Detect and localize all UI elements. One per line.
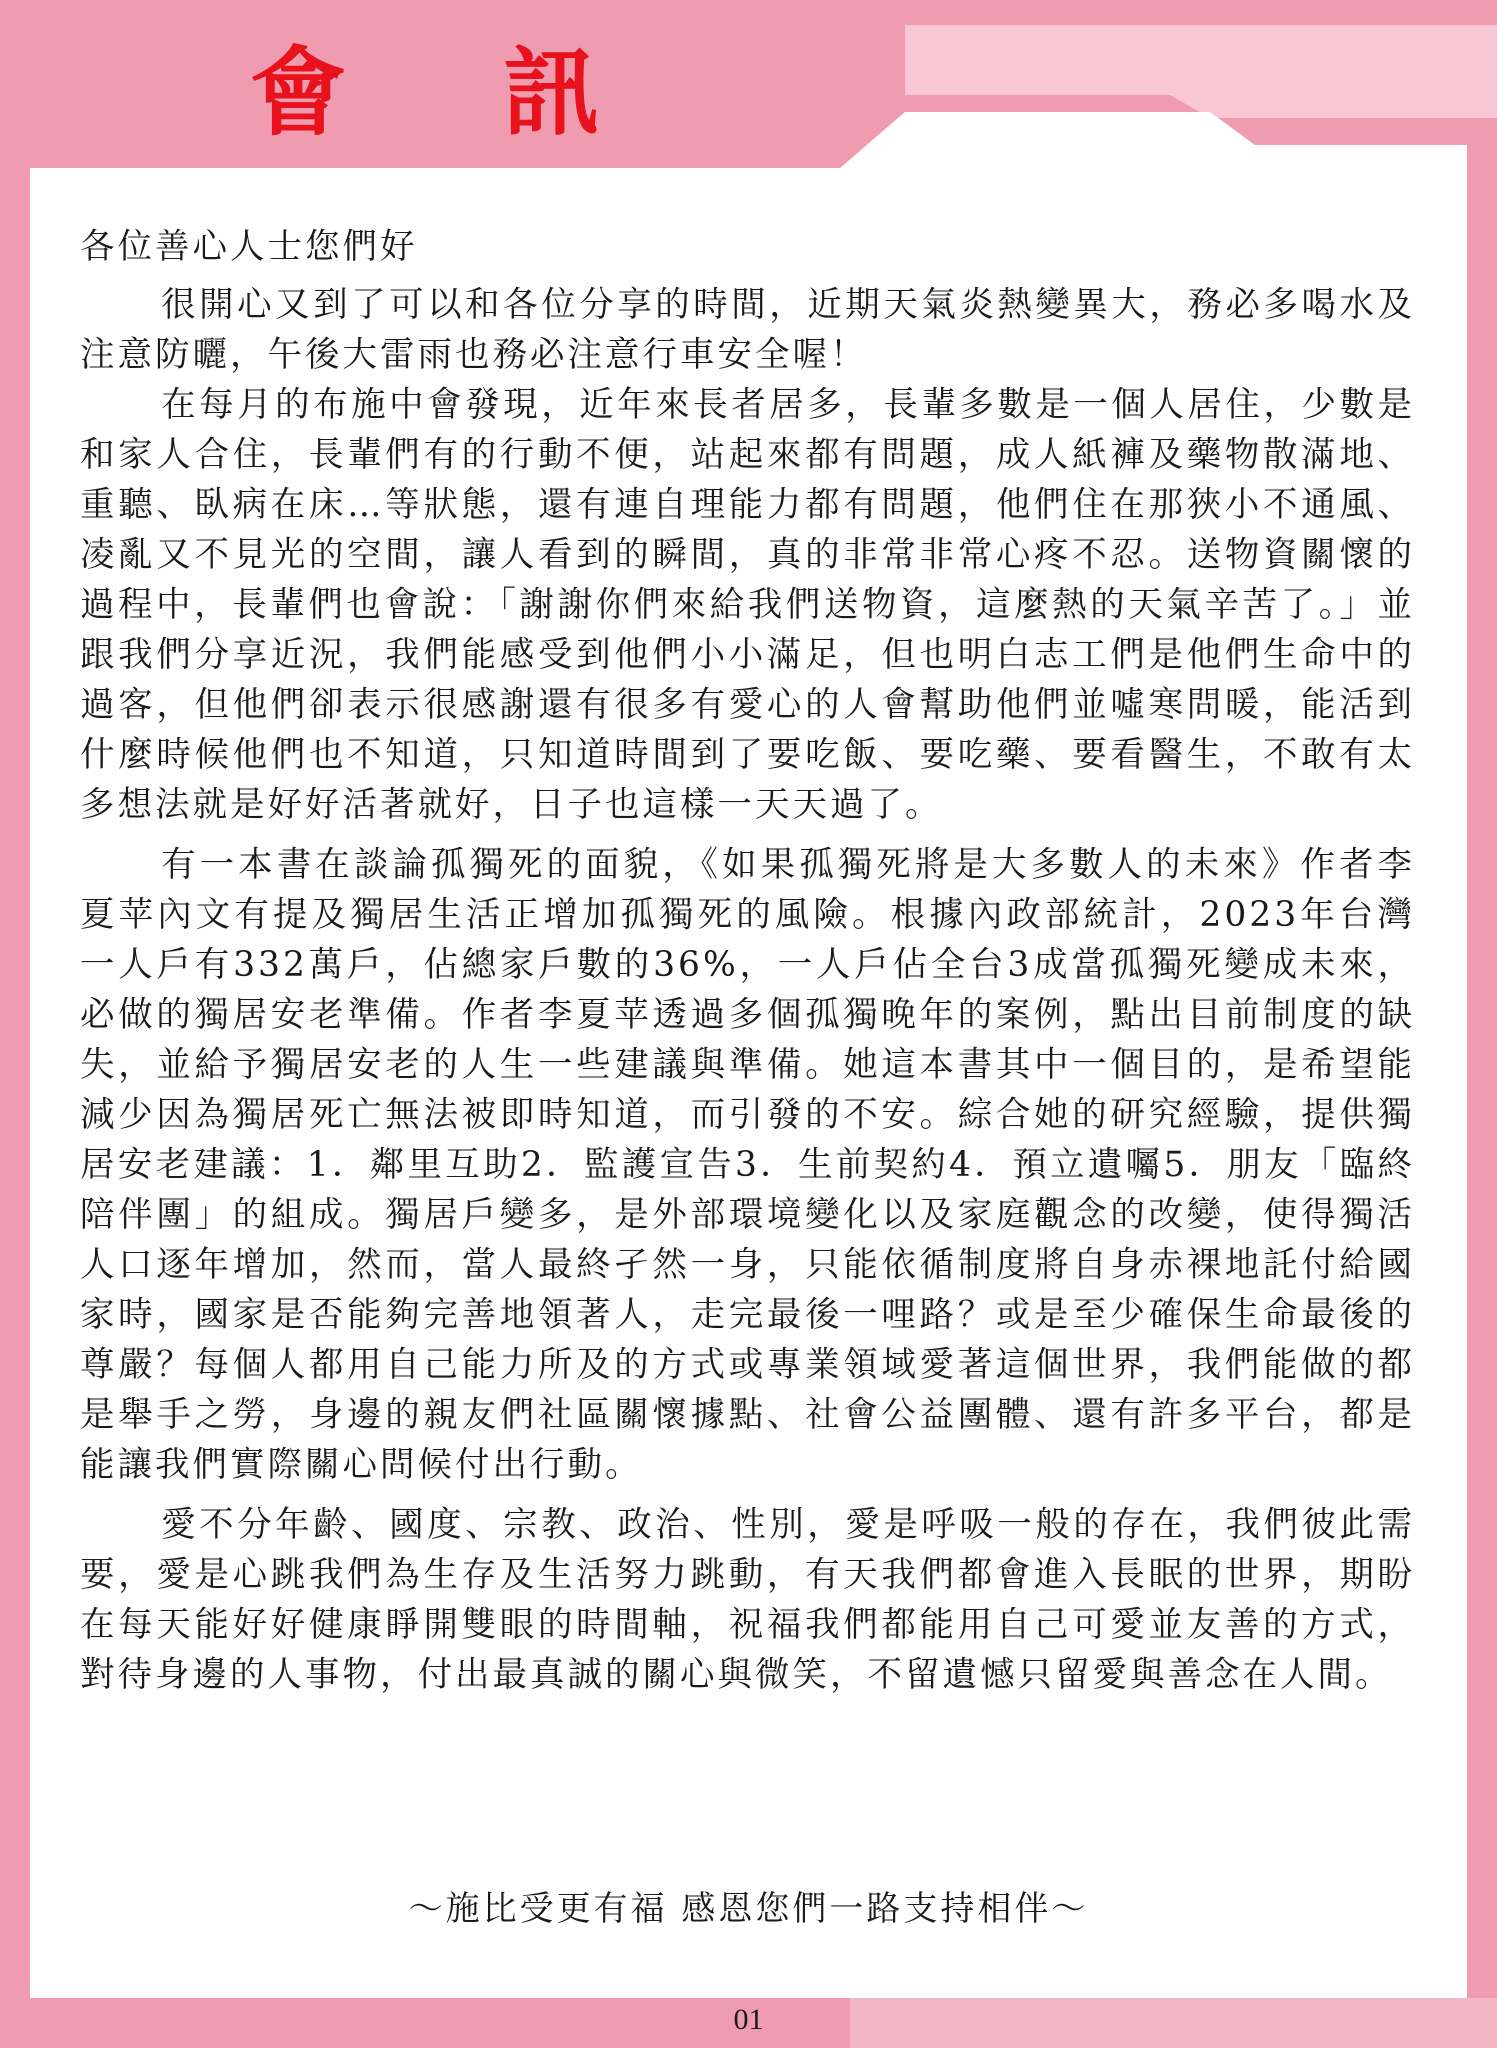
greeting: 各位善心人士您們好 — [80, 227, 418, 267]
letter-body — [80, 222, 1415, 1700]
paragraph-4: 愛不分年齡、國度、宗教、政治、性別，愛是呼吸一般的存在，我們彼此需要，愛是心跳我們為生存及生活努力跳動，有天我們都會進入長眠的世界，期盼在每天能好好健康睜開雙眼的時間軸，祝福我們都能用自己可愛並友善的方式，對待身邊的人事物，付出最真誠的關心與微笑，不留遺憾只留愛與善念在人間。 — [80, 1505, 1415, 1695]
closing-line: ～施比受更有福 感恩您們一路支持相伴～ — [408, 1889, 1089, 1929]
paragraph-2: 在每月的布施中會發現，近年來長者居多，長輩多數是一個人居住，少數是和家人合住，長輩們有的行動不便，站起來都有問題，成人紙褲及藥物散滿地、重聽、臥病在床…等狀態，還有連自理能力都有問題，他們住在那狹小不通風、凌亂又不見光的空間，讓人看到的瞬間，真的非常非常心疼不忍。送物資關懷的過程中，長輩們也會說：「謝謝你們來給我們送物資，這麼熱的天氣辛苦了。」並跟我們分享近況，我們能感受到他們小小滿足，但也明白志工們是他們生命中的過客，但他們卻表示很感謝還有很多有愛心的人會幫助他們並噓寒問暖，能活到什麼時候他們也不知道，只知道時間到了要吃飯、要吃藥、要看醫生，不敢有太多想法就是好好活著就好，日子也這樣一天天過了。 — [80, 385, 1415, 825]
paragraph-1: 很開心又到了可以和各位分享的時間，近期天氣炎熱變異大，務必多喝水及注意防曬，午後大雷雨也務必注意行車安全喔！ — [80, 285, 1415, 375]
paragraph-3: 有一本書在談論孤獨死的面貌，《如果孤獨死將是大多數人的未來》作者李夏苹內文有提及獨居生活正增加孤獨死的風險。根據內政部統計，2023年台灣一人戶有332萬戶，佔總家戶數的36%，一人戶佔全台3成當孤獨死變成未來，必做的獨居安老準備。作者李夏苹透過多個孤獨晚年的案例，點出目前制度的缺失，並給予獨居安老的人生一些建議與準備。她這本書其中一個目的，是希望能減少因為獨居死亡無法被即時知道，而引發的不安。綜合她的研究經驗，提供獨居安老建議：1．鄰里互助2．監護宣告3．生前契約4．預立遺囑5．朋友「臨終陪伴團」的組成。獨居戶變多，是外部環境變化以及家庭觀念的改變，使得獨活人口逐年增加，然而，當人最終孑然一身，只能依循制度將自身赤裸地託付給國家時，國家是否能夠完善地領著人，走完最後一哩路？或是至少確保生命最後的尊嚴？每個人都用自己能力所及的方式或專業領域愛著這個世界，我們能做的都是舉手之勞，身邊的親友們社區關懷據點、社會公益團體、還有許多平台，都是能讓我們實際關心問候付出行動。 — [80, 845, 1415, 1485]
page-number: 01 — [733, 2003, 764, 2036]
newsletter-title: 會 訊 — [250, 36, 662, 149]
